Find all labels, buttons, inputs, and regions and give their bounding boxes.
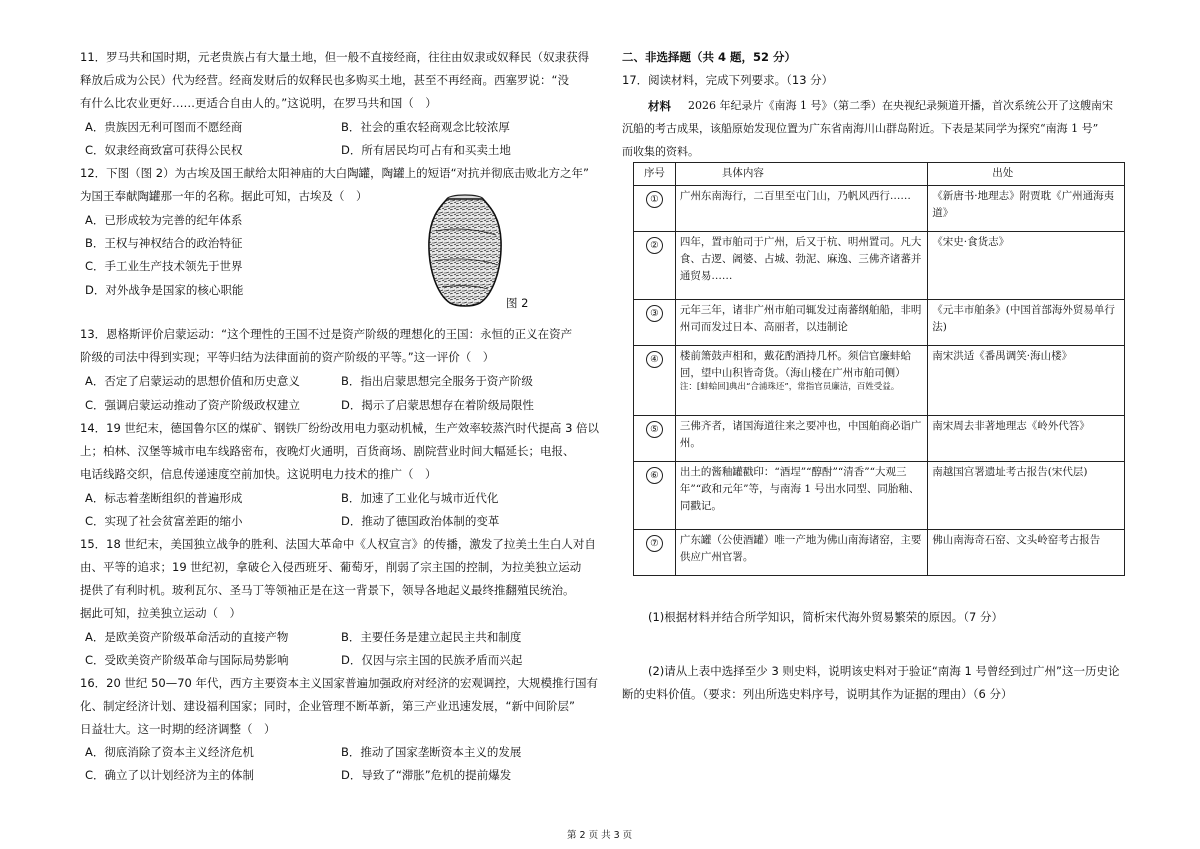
q15-option-d: D．仅因与宗主国的民族矛盾而兴起	[341, 653, 523, 667]
section-title: 二、非选择题（共 4 题，52 分）	[622, 50, 797, 64]
q11-option-d: D．所有居民均可占有和买卖土地	[341, 143, 511, 157]
row-number: ③	[646, 305, 663, 322]
q14-option-d: D．推动了德国政治体制的变革	[341, 514, 500, 528]
material-line-2: 沉船的考古成果，该船原始发现位置为广东省南海川山群岛附近。下表是某同学为探究“南海 1 号”	[622, 122, 1099, 135]
q15-option-a: A．是欧美资产阶级革命活动的直接产物	[85, 630, 289, 644]
q13-line-2: 阶级的司法中得到实现；平等归结为法律面前的资产阶级的平等。”这一评价（ ）	[80, 350, 495, 364]
row-source: 南越国宫署遗址考古报告(宋代层)	[928, 462, 1125, 530]
q17-part-2-line-2: 断的史料价值。（要求：列出所选史料序号，说明其作为证据的理由）（6 分）	[622, 687, 1013, 701]
table-row	[634, 416, 1125, 462]
q14-line-3: 电话线路交织，信息传递速度空前加快。这说明电力技术的推广（ ）	[80, 467, 437, 481]
table-row	[634, 186, 1125, 232]
q16-option-d: D．导致了“滞胀”危机的提前爆发	[341, 768, 512, 782]
q16-line-2: 化、制定经济计划、建设福利国家；同时，企业管理不断革新，第三产业迅速发展，“新中间阶层”	[80, 699, 575, 713]
q16-option-c: C．确立了以计划经济为主的体制	[85, 768, 255, 782]
row-content: 广东罐（公使酒罐）唯一产地为佛山南海诸窑，主要供应广州官署。	[675, 530, 927, 576]
q11-line-1: 11．罗马共和国时期，元老贵族占有大量土地，但一般不直接经商，往往由奴隶或奴释民（奴隶获得	[80, 50, 590, 64]
q15-line-4: 据此可知，拉美独立运动（ ）	[80, 606, 241, 620]
q15-line-1: 15．18 世纪末，美国独立战争的胜利、法国大革命中《人权宣言》的传播，激发了拉美土生白人对自	[80, 537, 596, 551]
q14-option-a: A．标志着垄断组织的普遍形成	[85, 491, 243, 505]
material-label: 材料	[648, 99, 671, 113]
q11-option-a: A．贵族因无利可图而不愿经商	[85, 120, 243, 134]
q17-part-1: (1)根据材料并结合所学知识，简析宋代海外贸易繁荣的原因。（7 分）	[648, 610, 1004, 624]
q14-option-c: C．实现了社会贫富差距的缩小	[85, 514, 243, 528]
material-line-1: 2026 年纪录片《南海 1 号》（第二季）在央视纪录频道开播，首次系统公开了这艘南宋	[688, 99, 1113, 112]
q15-line-2: 由、平等的追求；19 世纪初，拿破仑入侵西班牙、葡萄牙，削弱了宗主国的控制，为拉美独立运动	[80, 560, 582, 574]
q13-option-c: C．强调启蒙运动推动了资产阶级政权建立	[85, 398, 301, 412]
header-source: 出处	[928, 163, 1125, 186]
q13-option-a: A．否定了启蒙运动的思想价值和历史意义	[85, 374, 300, 388]
row-number: ①	[646, 191, 663, 208]
row-number: ④	[646, 351, 663, 368]
material-line-3: 而收集的资料。	[622, 145, 699, 158]
q15-option-c: C．受欧美资产阶级革命与国际局势影响	[85, 653, 289, 667]
q15-option-b: B．主要任务是建立起民主共和制度	[341, 630, 522, 644]
row-source: 南宋周去非著地理志《岭外代答》	[928, 416, 1125, 462]
q12-option-a: A．已形成较为完善的纪年体系	[85, 213, 243, 227]
q12-line-1: 12．下图（图 2）为古埃及国王献给太阳神庙的大白陶罐，陶罐上的短语“对抗并彻底击败北方之年”	[80, 166, 590, 180]
row-number: ⑥	[646, 467, 663, 484]
header-no: 序号	[634, 163, 676, 186]
table-row	[634, 346, 1125, 416]
table-row	[634, 232, 1125, 300]
q14-line-2: 上；柏林、汉堡等城市电车线路密布，夜晚灯火通明，百货商场、剧院营业时间大幅延长；电报、	[80, 444, 575, 458]
q13-option-d: D．揭示了启蒙思想存在着阶级局限性	[341, 398, 534, 412]
row-source: 《新唐书·地理志》附贾耽《广州通海夷道》	[928, 186, 1125, 232]
q11-option-c: C．奴隶经商致富可获得公民权	[85, 143, 243, 157]
row-content: 出土的酱釉罐戳印：“酒埕”“醇酎”“清香”“大观三年”“政和元年”等，与南海 1 号出水同型、同胎釉、同戳记。	[675, 462, 927, 530]
pottery-jar-figure	[426, 191, 504, 309]
q11-line-2: 释放后成为公民）代为经营。经商发财后的奴释民也多购买土地，甚至不再经商。西塞罗说：“没	[80, 73, 569, 87]
source-table	[633, 162, 1125, 576]
q16-line-1: 16．20 世纪 50—70 年代，西方主要资本主义国家普遍加强政府对经济的宏观调控，大规模推行国有	[80, 676, 598, 690]
table-row	[634, 530, 1125, 576]
row-content: 元年三年，诸非广州市舶司辄发过南蕃纲舶船，非明州司而发过日本、高丽者，以违制论	[675, 300, 927, 346]
row-source: 南宋洪适《番禺调笑·海山楼》	[928, 346, 1125, 416]
table-row	[634, 462, 1125, 530]
q11-line-3: 有什么比农业更好……更适合自由人的。”这说明，在罗马共和国（ ）	[80, 96, 437, 110]
q12-option-c: C．手工业生产技术领先于世界	[85, 259, 243, 273]
q16-option-b: B．推动了国家垄断资本主义的发展	[341, 745, 522, 759]
header-content: 具体内容	[675, 163, 927, 186]
figure-caption: 图 2	[506, 296, 529, 310]
q12-option-b: B．王权与神权结合的政治特征	[85, 236, 243, 250]
q13-option-b: B．指出启蒙思想完全服务于资产阶级	[341, 374, 533, 388]
q17-heading: 17．阅读材料，完成下列要求。（13 分）	[622, 73, 834, 87]
row-number: ⑦	[646, 535, 663, 552]
row-source: 《元丰市舶条》(中国首部海外贸易单行法)	[928, 300, 1125, 346]
q12-line-2: 为国王奉献陶罐那一年的名称。据此可知，古埃及（ ）	[80, 189, 368, 203]
q15-line-3: 提供了有利时机。玻利瓦尔、圣马丁等领袖正是在这一背景下，领导各地起义最终推翻殖民统治。	[80, 583, 575, 597]
page-footer: 第 2 页 共 3 页	[567, 830, 633, 841]
row-content: 三佛齐者，诸国海道往来之要冲也，中国舶商必诣广州。	[675, 416, 927, 462]
q12-option-d: D．对外战争是国家的核心职能	[85, 283, 244, 297]
q16-option-a: A．彻底消除了资本主义经济危机	[85, 745, 254, 759]
q17-part-2-line-1: (2)请从上表中选择至少 3 则史料，说明该史料对于验证“南海 1 号曾经到过广州”这一历史论	[648, 664, 1120, 678]
row-note: 注：[蚌蛤回]典出“合浦珠还”，常指官员廉洁，百姓受益。	[679, 382, 900, 392]
q14-line-1: 14．19 世纪末，德国鲁尔区的煤矿、钢铁厂纷纷改用电力驱动机械，生产效率较蒸汽时代提高 3 倍以	[80, 421, 600, 435]
table-header-row	[634, 163, 1125, 186]
row-number: ②	[646, 237, 663, 254]
q14-option-b: B．加速了工业化与城市近代化	[341, 491, 499, 505]
q13-line-1: 13．恩格斯评价启蒙运动：“这个理性的王国不过是资产阶级的理想化的王国：永恒的正义在资产	[80, 327, 573, 341]
row-content: 广州东南海行，二百里至屯门山，乃帆风西行……	[675, 186, 927, 232]
row-content: 楼前箫鼓声相和，戴花酌酒持几杯。须信官廉蚌蛤回，望中山积皆奇货。（海山楼在广州市舶司侧）	[679, 350, 911, 379]
row-source: 《宋史·食货志》	[928, 232, 1125, 300]
table-row	[634, 300, 1125, 346]
row-source: 佛山南海奇石窑、文头岭窑考古报告	[928, 530, 1125, 576]
q11-option-b: B．社会的重农轻商观念比较浓厚	[341, 120, 510, 134]
row-content: 四年，置市舶司于广州，后又于杭、明州置司。凡大食、古逻、阇婆、占城、勃泥、麻逸、三佛齐诸蕃并通贸易……	[675, 232, 927, 300]
row-number: ⑤	[646, 421, 663, 438]
q16-line-3: 日益壮大。这一时期的经济调整（ ）	[80, 722, 276, 736]
